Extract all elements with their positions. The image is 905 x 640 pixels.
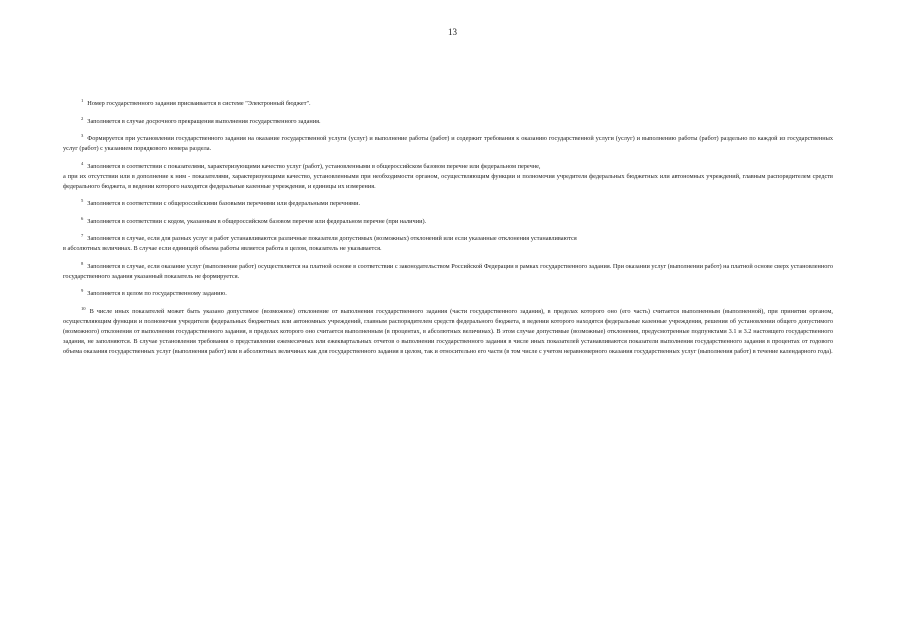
footnote-text: Формируется при установлении государственного задания на оказание государственной услуги (услуг) и выполнение работы (работ) и содержит требования к оказанию государственной услуги (услуг) и выполнению работы (работ) раздельно по каждой из государственных услуг (работ) с указанием порядкового номера раздела. bbox=[63, 135, 833, 152]
footnote-marker: 6 bbox=[81, 215, 84, 221]
footnote-1 bbox=[63, 96, 833, 109]
footnote-2 bbox=[63, 114, 833, 127]
footnote-10 bbox=[63, 304, 833, 357]
footnote-text: Номер государственного задания присваивается в системе "Электронный бюджет". bbox=[87, 100, 311, 107]
footnote-continuation: а при их отсутствии или в дополнение к ним - показателями, характеризующими качество, установленными при необходимости органом, осуществляющим функции и полномочия учредителя федеральных бюджетных или автономных учреждений, главным распорядителем средств федерального бюджета, в ведении которого находятся федеральные казенные учреждения, и единицы их измерения. bbox=[63, 172, 833, 190]
footnote-text: Заполняется в случае, если оказание услуг (выполнение работ) осуществляется на платной основе в соответствии с законодательством Российской Федерации в рамках государственного задания. При оказании услуг (выполнении работ) на платной основе сверх установленного государственного задания указанный показатель не формируется. bbox=[63, 262, 833, 280]
footnote-marker: 3 bbox=[81, 133, 84, 138]
footnote-marker: 7 bbox=[81, 233, 84, 238]
footnote-text: Заполняется в случае, если для разных услуг и работ устанавливаются различные показатели допустимых (возможных) отклонений или если указанные отклонения устанавливаются bbox=[87, 235, 577, 242]
footnote-4 bbox=[63, 159, 833, 192]
footnote-text: Заполняется в случае досрочного прекращения выполнения государственного задания. bbox=[87, 117, 321, 125]
footnote-6 bbox=[63, 214, 833, 227]
footnote-text: Заполняется в целом по государственному заданию. bbox=[87, 290, 227, 297]
footnote-text: Заполняется в соответствии с кодом, указанным в общероссийском базовом перечне или федеральном перечне (при наличии). bbox=[87, 217, 427, 225]
footnotes bbox=[63, 96, 833, 357]
footnote-8 bbox=[63, 259, 833, 282]
footnote-marker: 4 bbox=[81, 160, 84, 166]
footnote-3 bbox=[63, 131, 833, 154]
footnote-7 bbox=[63, 231, 833, 254]
footnote-text: Заполняется в соответствии с общероссийскими базовыми перечнями или федеральными перечнями. bbox=[87, 200, 361, 207]
footnote-5 bbox=[63, 196, 833, 209]
footnote-marker: 9 bbox=[81, 288, 84, 293]
footnote-marker: 8 bbox=[81, 260, 84, 266]
footnote-9 bbox=[63, 286, 833, 299]
footnote-text: В числе иных показателей может быть указано допустимое (возможное) отклонение от выполнения государственного задания (части государственного задания), в пределах которого оно (его часть) считается выполненным (выполненной), при принятии органом, осуществляющим функции и полномочия учредителя федеральных бюджетных или автономных учреждений, главным распорядителем средств федерального бюджета, в ведении которого находятся федеральные казенные учреждения, решения об установлении общего допустимого (возможного) отклонения от выполнения государственного задания, в пределах которого оно считается выполненным (в процентах, в абсолютных величинах). В этом случае допустимые (возможные) отклонения, предусмотренные подпунктами 3.1 и 3.2 настоящего государственного задания, не заполняются. В случае установления требования о представлении ежемесячных или ежеквартальных отчетов о выполнении государственного задания в числе иных показателей устанавливаются показатели выполнения государственного задания в процентах от годового объема оказания государственных услуг (выполнения работ) или в абсолютных величинах как для государственного задания в целом, так и относительно его части (в том числе с учетом неравномерного оказания государственных услуг (выполнения работ) в течение календарного года). bbox=[63, 307, 833, 355]
footnote-continuation: в абсолютных величинах. В случае если единицей объема работы является работа в целом, показатель не указывается. bbox=[63, 245, 382, 252]
footnote-text: Заполняется в соответствии с показателями, характеризующими качество услуг (работ), установленными в общероссийском базовом перечне или федеральном перечне, bbox=[87, 162, 541, 170]
page-number: 13 bbox=[448, 27, 457, 37]
footnote-marker: 10 bbox=[81, 305, 86, 311]
footnote-marker: 5 bbox=[81, 198, 84, 203]
footnote-marker: 2 bbox=[81, 115, 84, 121]
footnote-marker: 1 bbox=[81, 98, 84, 103]
